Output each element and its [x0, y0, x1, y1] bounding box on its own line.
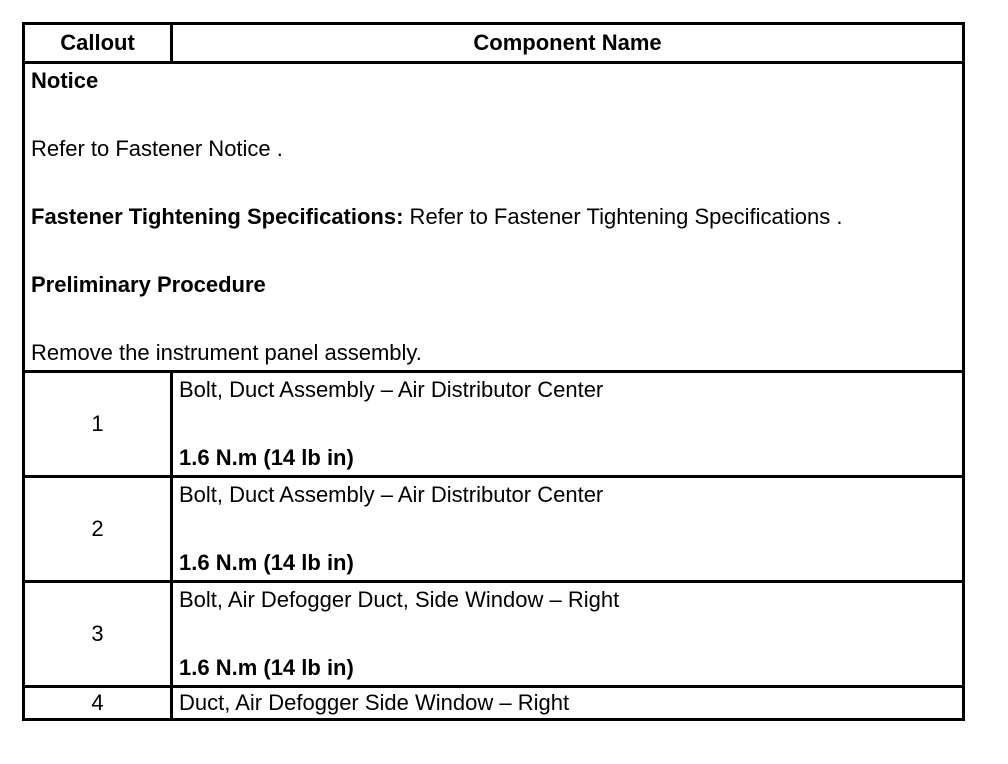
tightening-spec-label: Fastener Tightening Specifications: — [31, 204, 404, 229]
tightening-spec-line — [31, 200, 956, 234]
torque-spec: 1.6 N.m (14 lb in) — [179, 655, 354, 680]
callout-number: 4 — [24, 687, 172, 720]
preliminary-procedure-title: Preliminary Procedure — [31, 272, 266, 297]
component-cell — [172, 372, 964, 477]
component-name: Bolt, Duct Assembly – Air Distributor Center — [179, 377, 604, 402]
fastener-notice-text: Refer to Fastener Notice . — [31, 136, 283, 161]
notice-cell — [24, 63, 964, 372]
tightening-spec-text: Refer to Fastener Tightening Specifications . — [403, 204, 843, 229]
callout-number: 2 — [24, 477, 172, 582]
preliminary-procedure-text: Remove the instrument panel assembly. — [31, 340, 422, 365]
callout-number: 1 — [24, 372, 172, 477]
component-name: Bolt, Air Defogger Duct, Side Window – Right — [179, 587, 620, 612]
torque-spec: 1.6 N.m (14 lb in) — [179, 445, 354, 470]
torque-spec: 1.6 N.m (14 lb in) — [179, 550, 354, 575]
notice-title: Notice — [31, 68, 99, 93]
callout-number: 3 — [24, 582, 172, 687]
table-row — [24, 687, 964, 720]
component-table — [22, 22, 965, 721]
component-cell — [172, 582, 964, 687]
component-cell — [172, 687, 964, 720]
component-name: Duct, Air Defogger Side Window – Right — [179, 690, 570, 715]
component-name: Bolt, Duct Assembly – Air Distributor Center — [179, 482, 604, 507]
callout-header: Callout — [24, 24, 172, 63]
component-cell — [172, 477, 964, 582]
header-row — [24, 24, 964, 63]
table-row — [24, 477, 964, 582]
table-row — [24, 372, 964, 477]
table-row — [24, 582, 964, 687]
notice-row — [24, 63, 964, 372]
component-name-header: Component Name — [172, 24, 964, 63]
